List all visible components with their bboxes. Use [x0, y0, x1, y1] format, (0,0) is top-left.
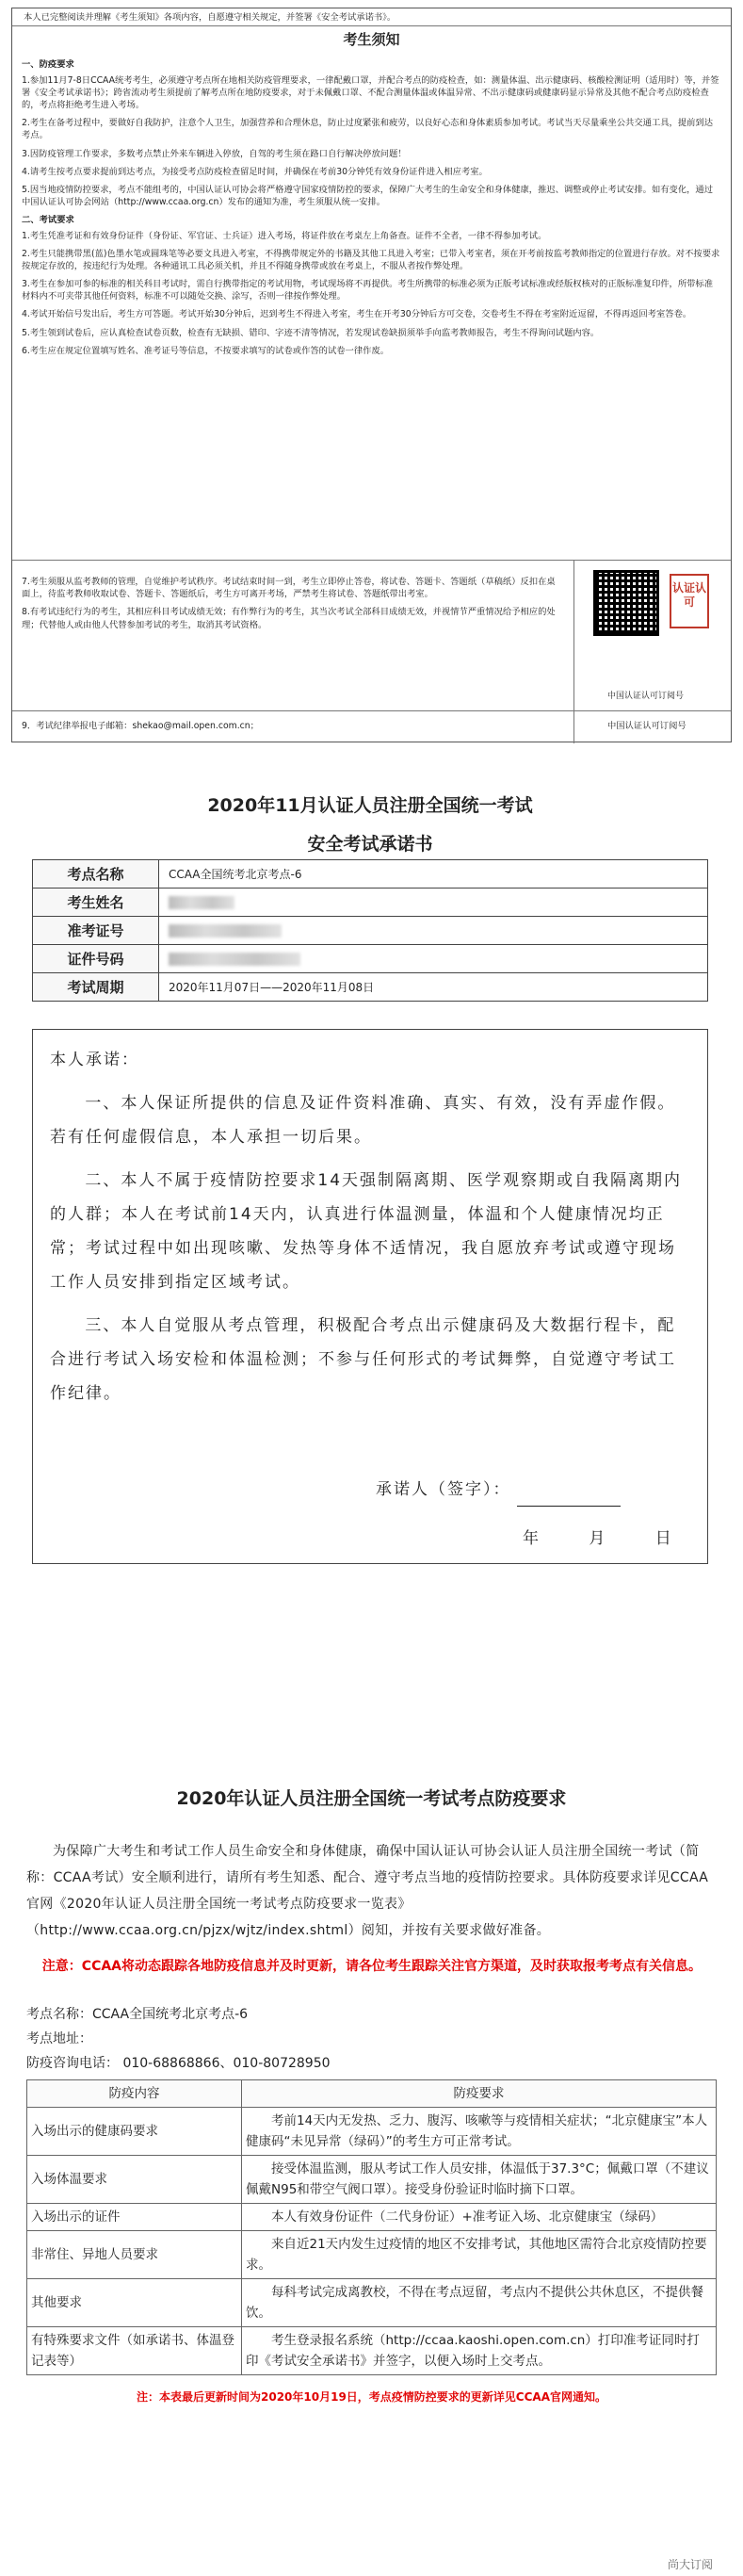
qr-caption: 中国认证认可订阅号 [607, 692, 685, 701]
section-exam-heading: 二、考试要求 [22, 215, 74, 226]
signature-line [517, 1488, 621, 1507]
name-label: 考生姓名 [33, 889, 159, 917]
notice-item: 8.有考试违纪行为的考生，其相应科目考试成绩无效；有作弊行为的考生，其当次考试全部科目成绩无效，并视情节严重情况给予相应的处理；代替他人或由他人代替参加考试的考生，取消其考试资格。 [22, 607, 556, 630]
notice-item: 7.考生须服从监考教师的管理，自觉维护考试秩序。考试结束时间一到，考生立即停止答卷，将试卷、答题卡、答题纸（草稿纸）反扣在桌面上，待监考教师收取试卷、答题卡、答题纸后，考生方可离开考场，严禁考生将试卷、答题纸带出考室。 [22, 577, 556, 600]
row-label: 入场体温要求 [27, 2156, 242, 2204]
notice-title: 考生须知 [343, 31, 400, 49]
notice-bottom-row [12, 710, 731, 742]
notice-item: 2.考生在备考过程中，要做好自我防护，注意个人卫生，加强营养和合理休息，防止过度紧张和疲劳，以良好心态和身体素质参加考试。考试当天尽量乘坐公共交通工具，提前到达考点。 [22, 118, 714, 141]
signer-label: 承诺人（签字）： [376, 1480, 511, 1499]
qr-code-icon [593, 570, 659, 636]
epid-footer-note: 注：本表最后更新时间为2020年10月19日，考点疫情防控要求的更新详见CCAA官网通知。 [137, 2390, 606, 2404]
row-label: 入场出示的证件 [27, 2204, 242, 2231]
notice-item: 3.考生在参加可参的标准的相关科目考试时，需自行携带指定的考试用物，考试现场将不再提供。考生所携带的标准必须为正版考试标准或经版权核对的正版标准复印件，所带标准材料内不可夹带其他任何资料，标准不可以随处交换、涂写，否则一律按作弊处理。 [22, 279, 714, 302]
notice-item: 5.因当地疫情防控要求，考点不能组考的，中国认证认可协会将严格遵守国家疫情防控的要求，保障广大考生的生命安全和身体健康，推迟、调整或停止考试安排。如有变化，通过中国认证认可协会网站（http://www.ccaa.org.cn）发布的通知为准，考生须服从统一安排。 [22, 184, 714, 208]
site-address-line: 考点地址： [26, 2031, 92, 2046]
col-header-content: 防疫内容 [27, 2080, 242, 2108]
notice-body [12, 58, 731, 357]
epidemic-requirements [26, 1777, 717, 2571]
table-row [33, 973, 708, 1002]
pledge-item: 一、本人保证所提供的信息及证件资料准确、真实、有效，没有弄虚作假。若有任何虚假信息，本人承担一切后果。 [50, 1094, 676, 1147]
signature-field [376, 1473, 621, 1507]
pledge-document [32, 773, 708, 1564]
name-value-redacted [159, 889, 708, 917]
site-label: 考点名称 [33, 860, 159, 889]
pledge-subtitle: 安全考试承诺书 [307, 834, 433, 855]
divider [573, 561, 574, 711]
sign-date: 年 月 日 [523, 1529, 673, 1548]
notice-qr-row [12, 560, 731, 710]
exam-notice-box [11, 8, 732, 742]
pledge-intro: 本人承诺： [50, 1051, 139, 1069]
row-value: 来自近21天内发生过疫情的地区不安排考试，其他地区需符合北京疫情防控要求。 [242, 2231, 717, 2279]
row-value: 考前14天内无发热、乏力、腹泻、咳嗽等与疫情相关症状；“北京健康宝”本人健康码“未见异常（绿码）”的考生方可正常考试。 [242, 2108, 717, 2156]
table-row [27, 2108, 717, 2156]
candidate-info-table [32, 859, 708, 1002]
ticket-label: 准考证号 [33, 917, 159, 945]
epid-table [26, 2079, 717, 2375]
notice-item: 5.考生领到试卷后，应认真检查试卷页数，检查有无缺损、错印、字迹不清等情况，若发现试卷缺损须举手向监考教师报告，考生不得询问试题内容。 [22, 327, 600, 338]
epid-warning: 注意：CCAA将动态跟踪各地防疫信息并及时更新，请各位考生跟踪关注官方渠道，及时获取报考考点有关信息。 [41, 1959, 703, 1974]
site-info [26, 2002, 717, 2076]
section-epidemic-heading: 一、防疫要求 [22, 59, 74, 71]
table-row [33, 889, 708, 917]
notice-item: 2.考生只能携带黑(蓝)色墨水笔或圆珠笔等必要文具进入考室，不得携带规定外的书籍及其他工具进入考室；已带入考室者，须在开考前按监考教师指定的位置进行存放。对不按要求按规定存放的，按违纪行为处理。各种通讯工具必须关机，并且不得随身携带或放在考桌上，不服从者按作弊处理。 [22, 248, 720, 271]
table-row [33, 917, 708, 945]
table-row [33, 945, 708, 973]
row-value: 每科考试完成离教校，不得在考点逗留，考点内不提供公共休息区，不提供餐饮。 [242, 2279, 717, 2327]
row-label: 非常住、异地人员要求 [27, 2231, 242, 2279]
id-label: 证件号码 [33, 945, 159, 973]
pledge-text-box [32, 1029, 708, 1564]
divider [573, 711, 574, 743]
notice-item: 3.因防疫管理工作要求，多数考点禁止外来车辆进入停放，自驾的考生须在路口自行解决停放问题！ [22, 148, 407, 159]
subscription-caption: 中国认证认可订阅号 [607, 721, 686, 731]
row-label: 入场出示的健康码要求 [27, 2108, 242, 2156]
epid-intro: 为保障广大考生和考试工作人员生命安全和身体健康，确保中国认证认可协会认证人员注册全国统一考试（简称：CCAA考试）安全顺利进行，请所有考生知悉、配合、遵守考点当地的疫情防控要求。具体防疫要求详见CCAA官网《2020年认证人员注册全国统一考试考点防疫要求一览表》（http://www.ccaa.org.cn/pjzx/wjtz/index.shtml）阅知，并按有关要求做好准备。 [26, 1844, 709, 1938]
table-row [33, 860, 708, 889]
report-email-line: 9．考试纪律举报电子邮箱：shekao@mail.open.com.cn； [22, 721, 259, 731]
row-value: 本人有效身份证件（二代身份证）+准考证入场、北京健康宝（绿码） [242, 2204, 717, 2231]
table-row [27, 2327, 717, 2375]
period-value: 2020年11月07日——2020年11月08日 [159, 973, 708, 1002]
notice-item: 1.考生凭准考证和有效身份证件（身份证、军官证、士兵证）进入考场，将证件放在考桌左上角备查。证件不全者，一律不得参加考试。 [22, 230, 547, 241]
pledge-item: 二、本人不属于疫情防控要求14天强制隔离期、医学观察期或自我隔离期内的人群；本人在考试前14天内，认真进行体温测量，体温和个人健康情况均正常；考试过程中如出现咳嗽、发热等身体不适情况，我自愿放弃考试或遵守现场工作人员安排到指定区域考试。 [50, 1171, 683, 1292]
table-header-row [27, 2080, 717, 2108]
row-label: 其他要求 [27, 2279, 242, 2327]
epid-title: 2020年认证人员注册全国统一考试考点防疫要求 [176, 1788, 567, 1809]
site-value: CCAA全国统考北京考点-6 [159, 860, 708, 889]
pledge-title: 2020年11月认证人员注册全国统一考试 [207, 795, 533, 816]
pledge-item: 三、本人自觉服从考点管理，积极配合考点出示健康码及大数据行程卡，配合进行考试入场安检和体温检测；不参与任何形式的考试舞弊，自觉遵守考试工作纪律。 [50, 1316, 676, 1403]
notice-qr-left [22, 576, 563, 637]
consult-phone-line: 防疫咨询电话： 010-68868866、010-80728950 [26, 2056, 331, 2071]
row-label: 有特殊要求文件（如承诺书、体温登记表等） [27, 2327, 242, 2375]
col-header-requirement: 防疫要求 [242, 2080, 717, 2108]
ccaa-seal-logo: 认证认可 [670, 574, 709, 628]
notice-item: 6.考生应在规定位置填写姓名、准考证号等信息，不按要求填写的试卷或作答的试卷一律作废。 [22, 345, 390, 356]
row-value: 接受体温监测，服从考试工作人员安排，体温低于37.3°C；佩戴口罩（不建议佩戴N95和带空气阀口罩）。接受身份验证时临时摘下口罩。 [242, 2156, 717, 2204]
table-row [27, 2231, 717, 2279]
notice-header-line: 本人已完整阅读并理解《考生须知》各项内容，自愿遵守相关规定，并签署《安全考试承诺书》。 [12, 8, 731, 26]
period-label: 考试周期 [33, 973, 159, 1002]
site-name-line: 考点名称：CCAA全国统考北京考点-6 [26, 2007, 249, 2022]
row-value: 考生登录报名系统（http://ccaa.kaoshi.open.com.cn）打印准考证同时打印《考试安全承诺书》并签字，以便入场时上交考点。 [242, 2327, 717, 2375]
table-row [27, 2204, 717, 2231]
id-value-redacted [159, 945, 708, 973]
watermark: 尚大订阅 [667, 2558, 713, 2571]
table-row [27, 2156, 717, 2204]
notice-item: 4.考试开始信号发出后，考生方可答题。考试开始30分钟后，迟到考生不得进入考室，考生在开考30分钟后方可交卷，交卷考生不得在考室附近逗留，不得再返回考室答卷。 [22, 309, 692, 320]
table-row [27, 2279, 717, 2327]
ticket-value-redacted [159, 917, 708, 945]
notice-item: 4.请考生按考点要求提前到达考点，为接受考点防疫检查留足时间，并确保在考前30分钟凭有效身份证件进入相应考室。 [22, 166, 488, 177]
notice-item: 1.参加11月7-8日CCAA统考考生，必须遵守考点所在地相关防疫管理要求，一律配戴口罩，并配合考点的防疫检查，如：测量体温、出示健康码、核酸检测证明（适用时）等，并签署《安全考试承诺书》；跨省流动考生须提前了解考点所在地防疫要求，对于未佩戴口罩、不配合测量体温或体温异常、不出示健康码或健康码显示异常及其他不配合考点防疫检查的，考点将拒绝考生进入考场。 [22, 74, 719, 111]
